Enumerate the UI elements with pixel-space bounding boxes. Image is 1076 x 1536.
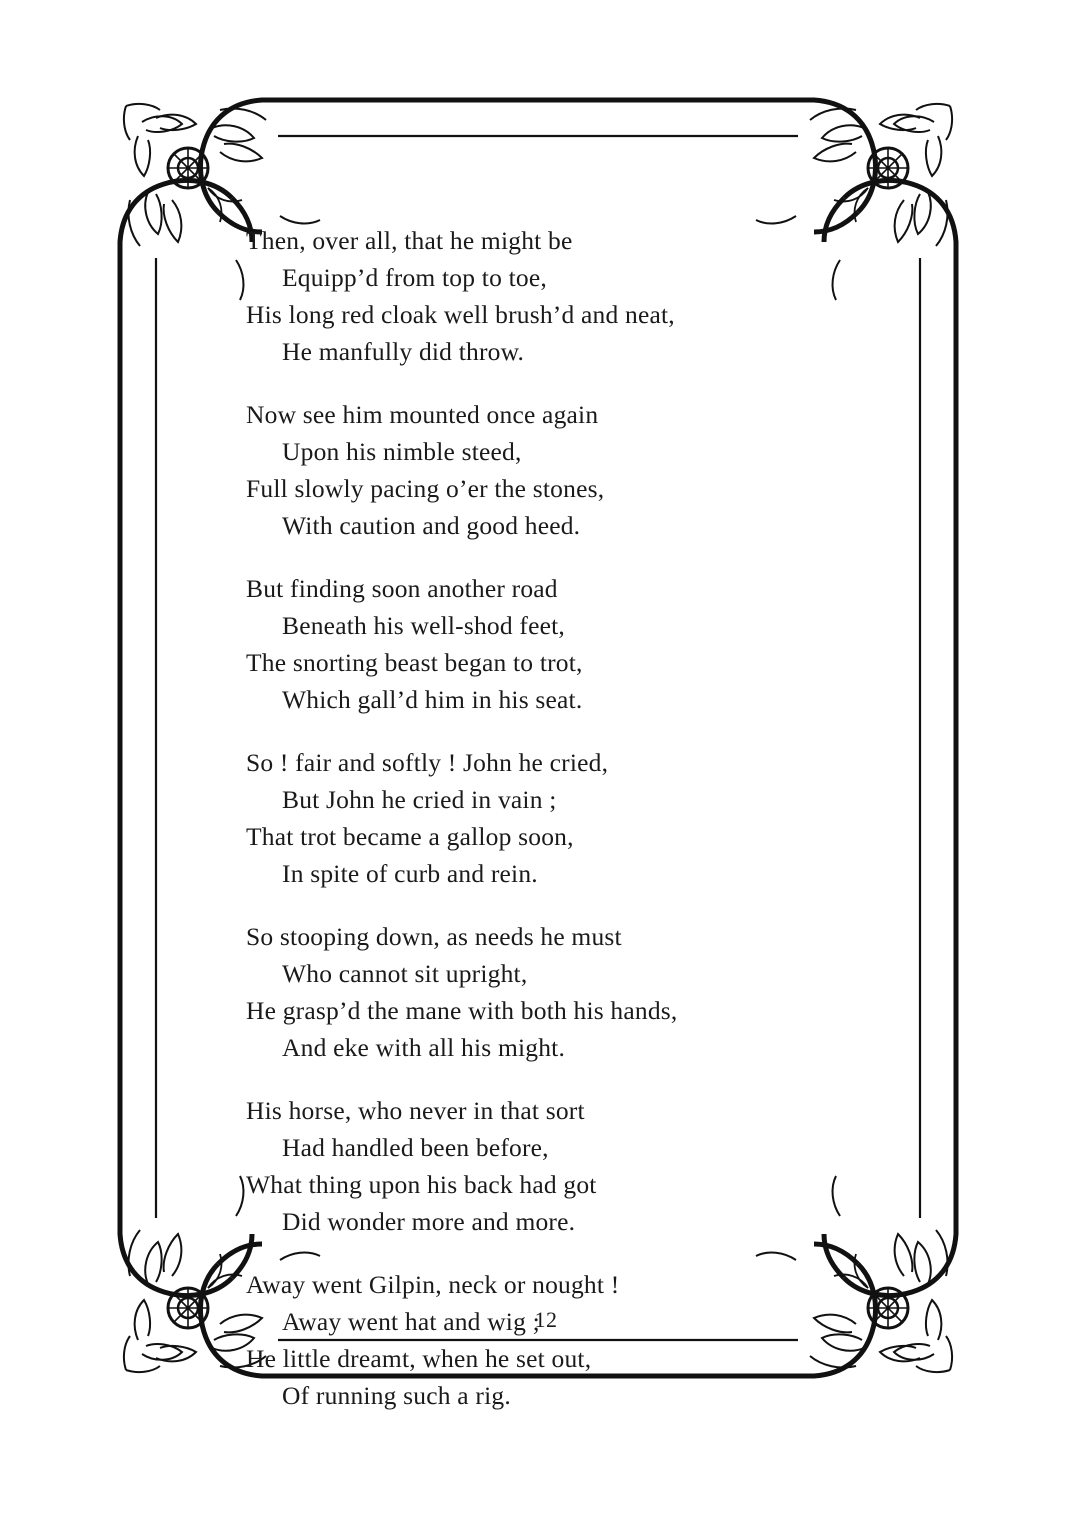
poem-line: Away went hat and wig ; — [282, 1307, 540, 1336]
page-number: 12 — [534, 1307, 558, 1332]
poem-line: But finding soon another road — [246, 574, 558, 603]
poem-body — [246, 222, 846, 1440]
poem-line: The snorting beast began to trot, — [246, 648, 583, 677]
poem-line: So ! fair and softly ! John he cried, — [246, 748, 609, 777]
poem-line: His horse, who never in that sort — [246, 1096, 585, 1125]
poem-line: In spite of curb and rein. — [282, 859, 538, 888]
poem-line: He little dreamt, when he set out, — [246, 1344, 592, 1373]
stanza — [246, 570, 846, 718]
poem-line: With caution and good heed. — [282, 511, 581, 540]
stanza — [246, 744, 846, 892]
poem-line: Away went Gilpin, neck or nought ! — [246, 1270, 620, 1299]
poem-line: Did wonder more and more. — [282, 1207, 576, 1236]
poem-line: Had handled been before, — [282, 1133, 549, 1162]
stanza — [246, 222, 846, 370]
poem-line: He grasp’d the mane with both his hands, — [246, 996, 678, 1025]
poem-line: Now see him mounted once again — [246, 400, 599, 429]
poem-line: What thing upon his back had got — [246, 1170, 597, 1199]
poem-line: So stooping down, as needs he must — [246, 922, 622, 951]
poem-line: He manfully did throw. — [282, 337, 525, 366]
stanza — [246, 1092, 846, 1240]
poem-line: And eke with all his might. — [282, 1033, 566, 1062]
poem-line: Of running such a rig. — [282, 1381, 511, 1410]
poem-line: Who cannot sit upright, — [282, 959, 528, 988]
poem-line: Equipp’d from top to toe, — [282, 263, 547, 292]
stanza — [246, 396, 846, 544]
poem-line: Beneath his well-shod feet, — [282, 611, 565, 640]
poem-line: Full slowly pacing o’er the stones, — [246, 474, 605, 503]
poem-line: Which gall’d him in his seat. — [282, 685, 583, 714]
poem-line: Then, over all, that he might be — [246, 226, 573, 255]
poem-line: But John he cried in vain ; — [282, 785, 557, 814]
poem-line: His long red cloak well brush’d and neat, — [246, 300, 675, 329]
poem-line: Upon his nimble steed, — [282, 437, 522, 466]
poem-line: That trot became a gallop soon, — [246, 822, 574, 851]
stanza — [246, 918, 846, 1066]
stanza — [246, 1266, 846, 1414]
